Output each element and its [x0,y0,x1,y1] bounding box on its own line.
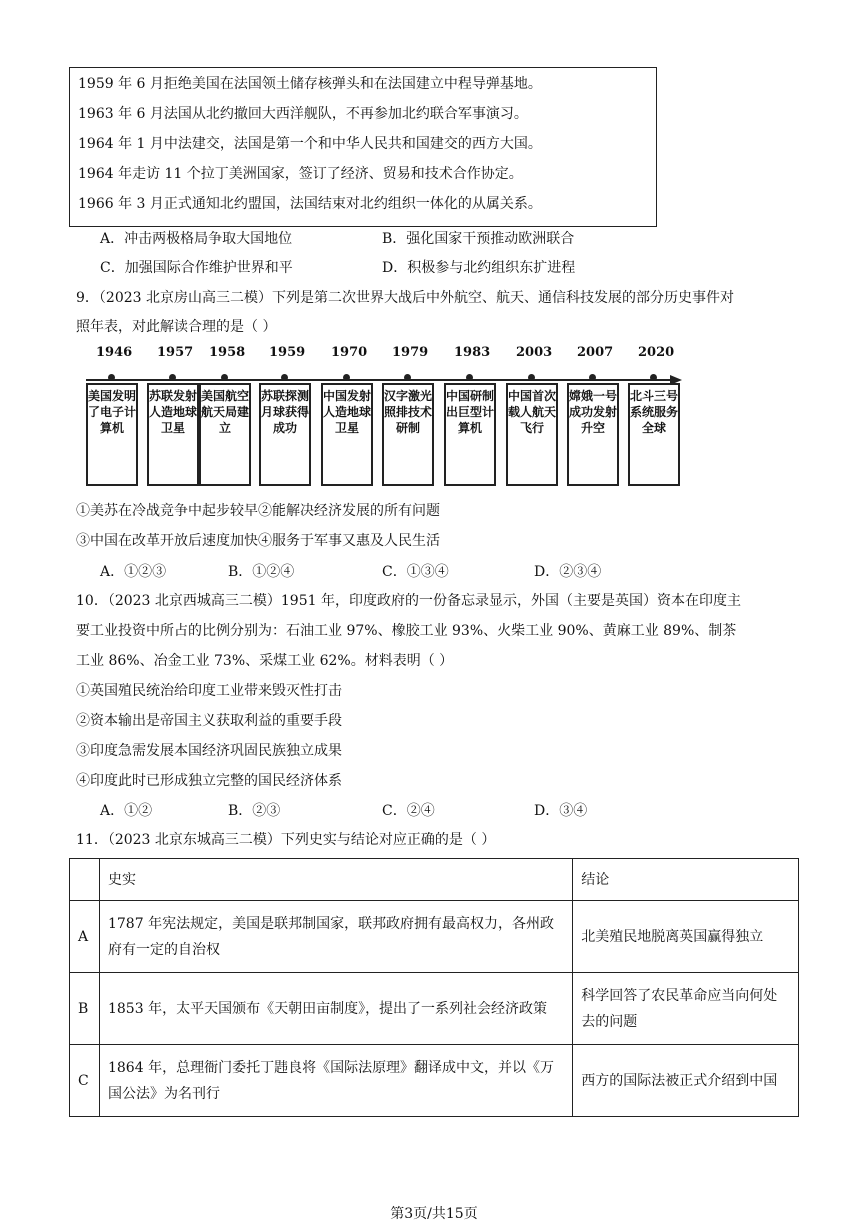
q10-statement: ③印度急需发展本国经济巩固民族独立成果 [76,743,342,759]
timeline-dot [466,374,473,381]
q11-stem: 11．（2023 北京东城高三二模）下列史实与结论对应正确的是（ ） [76,832,496,848]
q10-option-d[interactable]: D．③④ [534,803,588,819]
timeline-year: 1979 [392,345,429,360]
timeline-event: 美国发明了电子计算机 [86,383,138,486]
q9-option-b[interactable]: B．①②④ [228,564,295,580]
table-cell: 科学回答了农民革命应当向何处去的问题 [573,973,799,1045]
q8-option-d[interactable]: D．积极参与北约组织东扩进程 [382,260,576,276]
q10-statement: ②资本输出是帝国主义获取利益的重要手段 [76,713,342,729]
q8-option-c[interactable]: C．加强国际合作维护世界和平 [100,260,293,276]
timeline-dot [281,374,288,381]
table-cell: 1864 年，总理衙门委托丁韪良将《国际法原理》翻译成中文，并以《万国公法》为名刊行 [99,1045,572,1117]
timeline-event: 汉字激光照排技术研制 [382,383,434,486]
q10-option-c[interactable]: C．②④ [382,803,435,819]
table-cell-label[interactable]: C [70,1045,100,1117]
timeline-event: 苏联探测月球获得成功 [259,383,311,486]
timeline-event: 苏联发射人造地球卫星 [147,383,199,486]
q8-material-line: 1964 年 1 月中法建交，法国是第一个和中华人民共和国建交的西方大国。 [78,136,542,152]
table-cell: 1853 年，太平天国颁布《天朝田亩制度》，提出了一系列社会经济政策 [99,973,572,1045]
q9-statements-2: ③中国在改革开放后速度加快④服务于军事又惠及人民生活 [76,533,440,549]
timeline-event: 中国首次载人航天飞行 [506,383,558,486]
timeline-year: 2007 [577,345,614,360]
q9-option-c[interactable]: C．①③④ [382,564,449,580]
q8-material-line: 1966 年 3 月正式通知北约盟国，法国结束对北约组织一体化的从属关系。 [78,196,542,212]
q8-material-box [69,67,657,227]
timeline-year: 1959 [269,345,306,360]
q9-stem-cont: 照年表，对此解读合理的是（ ） [76,319,277,335]
table-cell: 西方的国际法被正式介绍到中国 [573,1045,799,1117]
timeline-year: 1970 [331,345,368,360]
q8-option-b[interactable]: B．强化国家干预推动欧洲联合 [382,231,575,247]
table-cell: 1787 年宪法规定，美国是联邦制国家，联邦政府拥有最高权力，各州政府有一定的自治权 [99,901,572,973]
q9-option-d[interactable]: D．②③④ [534,564,602,580]
table-header-cell: 史实 [99,859,572,901]
table-row [70,901,799,973]
timeline-year: 1957 [157,345,194,360]
table-header-row [70,859,799,901]
table-cell-label[interactable]: A [70,901,100,973]
q8-option-a[interactable]: A．冲击两极格局争取大国地位 [100,231,293,247]
table-cell: 北美殖民地脱离英国赢得独立 [573,901,799,973]
q10-statement: ①英国殖民统治给印度工业带来毁灭性打击 [76,683,342,699]
timeline-event: 北斗三号系统服务全球 [628,383,680,486]
table-row [70,1045,799,1117]
q10-stem: 10．（2023 北京西城高三二模）1951 年，印度政府的一份备忘录显示，外国（主要是英国）资本在印度主 [76,593,741,609]
timeline-year: 1958 [209,345,246,360]
timeline-dot [221,374,228,381]
q10-option-b[interactable]: B．②③ [228,803,281,819]
page-footer: 第3页/共15页 [390,1206,478,1222]
q9-statements-1: ①美苏在冷战竞争中起步较早②能解决经济发展的所有问题 [76,503,440,519]
table-row [70,973,799,1045]
timeline-event: 中国研制出巨型计算机 [444,383,496,486]
timeline-dot [650,374,657,381]
timeline-dot [108,374,115,381]
q10-statement: ④印度此时已形成独立完整的国民经济体系 [76,773,342,789]
timeline-dot [528,374,535,381]
q10-stem-cont: 工业 86%、冶金工业 73%、采煤工业 62%。材料表明（ ） [76,653,454,669]
timeline-dot [589,374,596,381]
q8-material-line: 1959 年 6 月拒绝美国在法国领土储存核弹头和在法国建立中程导弹基地。 [78,76,542,92]
q10-stem-cont: 要工业投资中所占的比例分别为：石油工业 97%、橡胶工业 93%、火柴工业 90%、黄麻工业 89%、制茶 [76,623,737,639]
table-header-cell: 结论 [573,859,799,901]
q11-table [69,858,799,1117]
timeline-dot [343,374,350,381]
q9-stem: 9．（2023 北京房山高三二模）下列是第二次世界大战后中外航空、航天、通信科技发展的部分历史事件对 [76,290,734,306]
timeline-year: 2020 [638,345,675,360]
timeline-dot [169,374,176,381]
timeline-event: 嫦娥一号成功发射升空 [567,383,619,486]
q8-material-line: 1963 年 6 月法国从北约撤回大西洋舰队，不再参加北约联合军事演习。 [78,106,528,122]
timeline-event: 美国航空航天局建立 [199,383,251,486]
table-cell-label[interactable]: B [70,973,100,1045]
timeline-year: 1983 [454,345,491,360]
timeline-year: 2003 [516,345,553,360]
timeline-dot [404,374,411,381]
timeline-event: 中国发射人造地球卫星 [321,383,373,486]
q9-option-a[interactable]: A．①②③ [100,564,167,580]
q8-material-line: 1964 年走访 11 个拉丁美洲国家，签订了经济、贸易和技术合作协定。 [78,166,523,182]
q10-option-a[interactable]: A．①② [100,803,153,819]
timeline-year: 1946 [96,345,133,360]
table-header-cell [70,859,100,901]
